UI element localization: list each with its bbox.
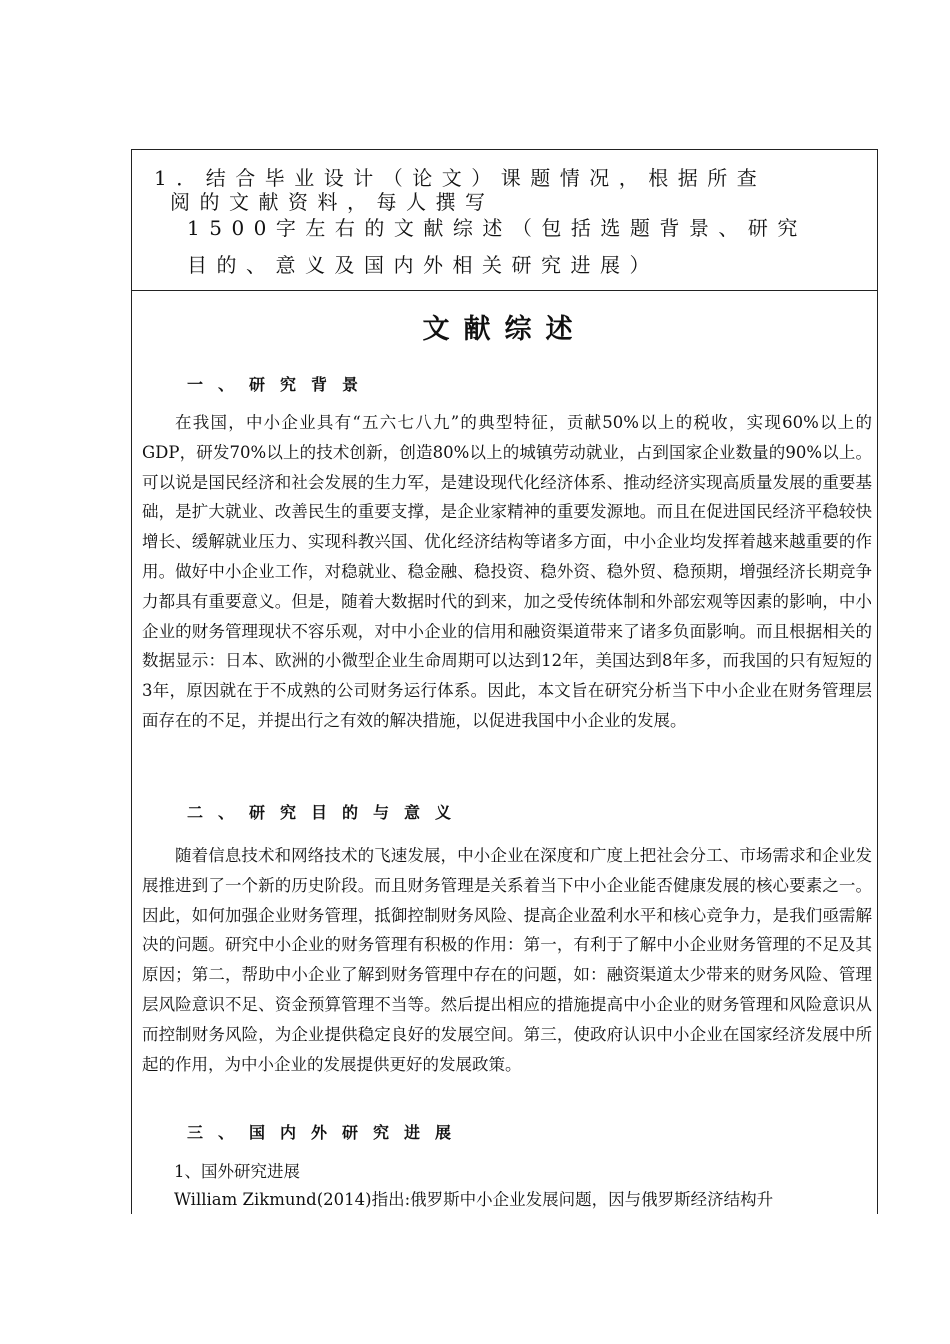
section-heading-purpose: 二、研究目的与意义 xyxy=(187,803,467,822)
document-table-frame xyxy=(131,149,878,1214)
document-title: 文献综述 xyxy=(422,314,587,345)
subheading-foreign-progress: 1、国外研究进展 xyxy=(174,1162,300,1181)
paragraph-purpose: 随着信息技术和网络技术的飞速发展，中小企业在深度和广度上把社会分工、市场需求和企业发展推进到了一个新的历史阶段。而且财务管理是关系着当下中小企业能否健康发展的核心要素之一。因此，如何加强企业财务管理，抵御控制财务风险、提高企业盈利水平和核心竞争力，是我们亟需解决的问题。研究中小企业的财务管理有积极的作用：第一，有利于了解中小企业财务管理的不足及其原因；第二，帮助中小企业了解到财务管理中存在的问题，如：融资渠道太少带来的财务风险、管理层风险意识不足、资金预算管理不当等。然后提出相应的措施提高中小企业的财务管理和风险意识从而控制财务风险，为企业提供稳定良好的发展空间。第三，使政府认识中小企业在国家经济发展中所起的作用，为中小企业的发展提供更好的发展政策。 xyxy=(142,846,872,1074)
section-heading-progress: 三、国内外研究进展 xyxy=(187,1123,467,1142)
instruction-line-4: 目的、意义及国内外相关研究进展） xyxy=(187,253,659,277)
instruction-line-1: 1．结合毕业设计（论文）课题情况，根据所查 xyxy=(154,166,767,190)
instruction-line-3: 1500字左右的文献综述（包括选题背景、研究 xyxy=(187,216,807,240)
task-instruction-cell xyxy=(132,150,877,291)
section-heading-background: 一、研究背景 xyxy=(187,375,374,394)
literature-review-cell xyxy=(132,291,877,1214)
paragraph-background: 在我国，中小企业具有“五六七八九”的典型特征，贡献50%以上的税收，实现60%以上的GDP，研发70%以上的技术创新，创造80%以上的城镇劳动就业，占到国家企业数量的90%以上。可以说是国民经济和社会发展的生力军，是建设现代化经济体系、推动经济实现高质量发展的重要基础，是扩大就业、改善民生的重要支撑，是企业家精神的重要发源地。而且在促进国民经济平稳较快增长、缓解就业压力、实现科教兴国、优化经济结构等诸多方面，中小企业均发挥着越来越重要的作用。做好中小企业工作，对稳就业、稳金融、稳投资、稳外资、稳外贸、稳预期，增强经济长期竞争力都具有重要意义。但是，随着大数据时代的到来，加之受传统体制和外部宏观等因素的影响，中小企业的财务管理现状不容乐观，对中小企业的信用和融资渠道带来了诸多负面影响。而且根据相关的数据显示：日本、欧洲的小微型企业生命周期可以达到12年，美国达到8年多，而我国的只有短短的3年，原因就在于不成熟的公司财务运行体系。因此，本文旨在研究分析当下中小企业在财务管理层面存在的不足，并提出行之有效的解决措施，以促进我国中小企业的发展。 xyxy=(142,413,872,730)
instruction-line-2: 阅的文献资料，每人撰写 xyxy=(170,190,495,214)
paragraph-foreign-progress-start: William Zikmund(2014)指出:俄罗斯中小企业发展问题，因与俄罗斯经济结构升 xyxy=(174,1190,774,1209)
